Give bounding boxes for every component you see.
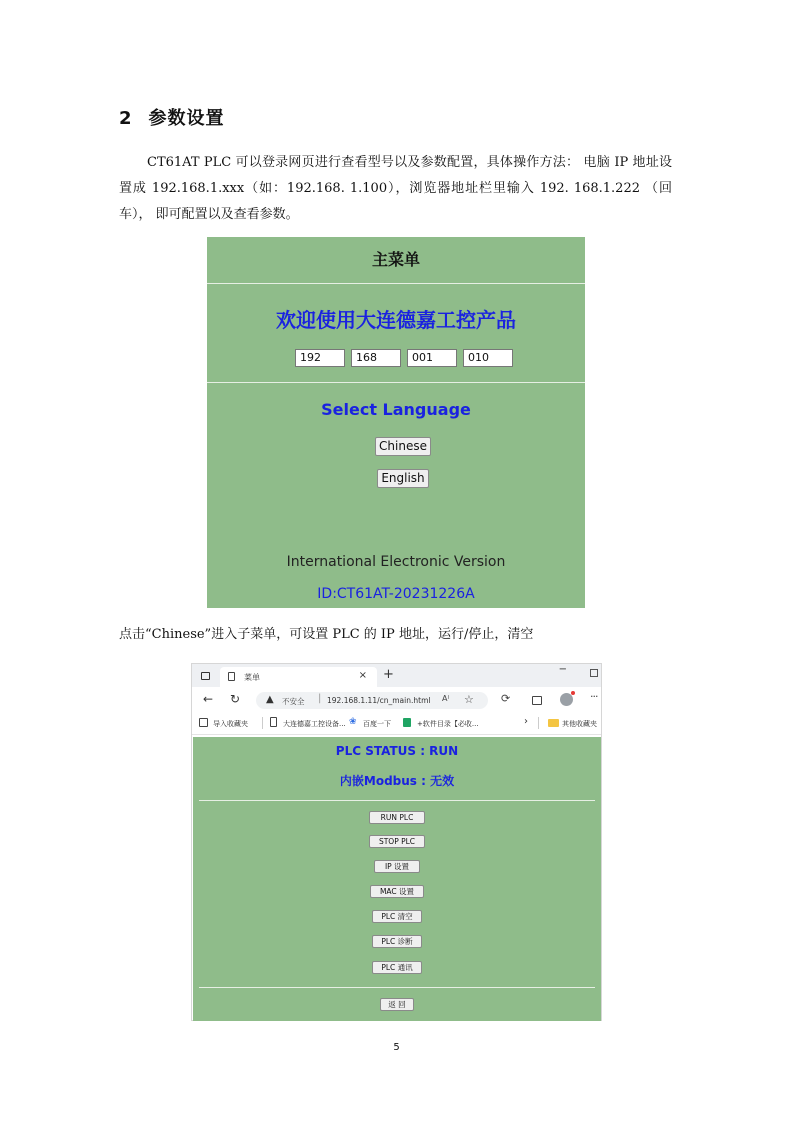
intro-paragraph: CT61AT PLC 可以登录网页进行查看型号以及参数配置，具体操作方法： 电脑 IP 地址设置成 192.168.1.xxx（如：192.168. 1.100），浏览器地址栏里输入 192. 168.1.222 （回车）， 即可配置以及查看参数。 bbox=[119, 155, 672, 222]
ip-octet-4[interactable]: 010 bbox=[463, 349, 513, 367]
modbus-status: 内嵌Modbus : 无效 bbox=[339, 774, 455, 788]
address-bar-row bbox=[192, 688, 601, 712]
split-screen-icon[interactable] bbox=[532, 696, 542, 705]
version-text: International Electronic Version bbox=[286, 554, 506, 570]
minimize-icon[interactable]: − bbox=[558, 664, 567, 675]
divider bbox=[199, 987, 595, 988]
url-text: 192.168.1.11/cn_main.html bbox=[327, 696, 431, 705]
page-number: 5 bbox=[393, 1042, 400, 1053]
english-button[interactable]: English bbox=[377, 469, 429, 488]
ip-settings-button[interactable]: IP 设置 bbox=[374, 860, 420, 873]
back-button[interactable]: 返 回 bbox=[380, 998, 414, 1011]
submenu-page bbox=[193, 737, 601, 1021]
main-menu-figure bbox=[207, 237, 585, 608]
plc-clear-button[interactable]: PLC 清空 bbox=[372, 910, 422, 923]
warning-icon: ▲ bbox=[266, 694, 274, 705]
ip-octet-2[interactable]: 168 bbox=[351, 349, 401, 367]
baidu-paw-icon: ❀ bbox=[349, 717, 357, 727]
sheet-icon bbox=[403, 718, 411, 727]
url-separator: | bbox=[318, 693, 322, 704]
folder-icon bbox=[548, 719, 559, 727]
divider bbox=[199, 800, 595, 801]
reload-icon[interactable]: ↻ bbox=[230, 692, 241, 706]
more-options-icon[interactable]: ··· bbox=[590, 690, 598, 703]
url-input[interactable] bbox=[256, 692, 488, 709]
tab-menu[interactable] bbox=[220, 667, 377, 687]
chinese-button[interactable]: Chinese bbox=[375, 437, 431, 456]
main-menu-title: 主菜单 bbox=[371, 250, 420, 269]
page-icon bbox=[270, 717, 277, 727]
profile-avatar-icon[interactable] bbox=[560, 693, 573, 706]
notification-dot-icon bbox=[571, 691, 575, 695]
favorite-star-icon[interactable]: ☆ bbox=[464, 693, 474, 706]
close-icon[interactable]: × bbox=[358, 670, 367, 681]
device-id-link[interactable]: ID:CT61AT-20231226A bbox=[317, 586, 475, 602]
chevron-right-icon[interactable]: › bbox=[524, 716, 528, 727]
select-language-heading: Select Language bbox=[321, 400, 471, 419]
section-title: 参数设置 bbox=[148, 108, 225, 129]
plc-diagnose-button[interactable]: PLC 诊断 bbox=[372, 935, 422, 948]
tab-title: 菜单 bbox=[244, 673, 260, 682]
bookmark-import[interactable]: 导入收藏夹 bbox=[213, 720, 248, 728]
ip-octet-1[interactable]: 192 bbox=[295, 349, 345, 367]
divider bbox=[207, 382, 585, 383]
section-heading bbox=[119, 104, 225, 130]
import-favorites-icon bbox=[199, 718, 208, 727]
tab-bar bbox=[192, 664, 601, 687]
security-label[interactable]: 不安全 bbox=[282, 697, 305, 706]
bookmark-other[interactable]: 其他收藏夹 bbox=[562, 720, 597, 728]
run-plc-button[interactable]: RUN PLC bbox=[369, 811, 425, 824]
tab-actions-icon[interactable] bbox=[201, 672, 210, 680]
read-aloud-icon[interactable]: A⁾ bbox=[442, 694, 450, 703]
bookmark-software[interactable]: +软件目录【必收... bbox=[417, 720, 479, 728]
mac-settings-button[interactable]: MAC 设置 bbox=[370, 885, 424, 898]
new-tab-icon[interactable]: + bbox=[383, 667, 394, 682]
browser-screenshot bbox=[191, 663, 602, 1021]
divider bbox=[207, 283, 585, 284]
maximize-icon[interactable] bbox=[590, 669, 598, 677]
extensions-icon[interactable]: ⟳ bbox=[501, 692, 511, 705]
submenu-paragraph: 点击“Chinese”进入子菜单，可设置 PLC 的 IP 地址，运行/停止，清空 bbox=[119, 627, 534, 642]
bookmark-separator bbox=[262, 717, 263, 729]
plc-communication-button[interactable]: PLC 通讯 bbox=[372, 961, 422, 974]
bookmark-baidu[interactable]: 百度一下 bbox=[363, 720, 391, 728]
page-icon bbox=[228, 672, 235, 681]
bookmarks-bar bbox=[192, 713, 601, 735]
stop-plc-button[interactable]: STOP PLC bbox=[369, 835, 425, 848]
bookmark-site[interactable]: 大连德嘉工控设备... bbox=[283, 720, 346, 728]
ip-octet-3[interactable]: 001 bbox=[407, 349, 457, 367]
section-number: 2 bbox=[119, 108, 133, 129]
bookmark-separator bbox=[538, 717, 539, 729]
ip-address-row bbox=[295, 349, 513, 367]
welcome-heading: 欢迎使用大连德嘉工控产品 bbox=[276, 308, 516, 332]
back-arrow-icon[interactable]: ← bbox=[203, 692, 214, 706]
plc-status: PLC STATUS : RUN bbox=[335, 744, 459, 758]
